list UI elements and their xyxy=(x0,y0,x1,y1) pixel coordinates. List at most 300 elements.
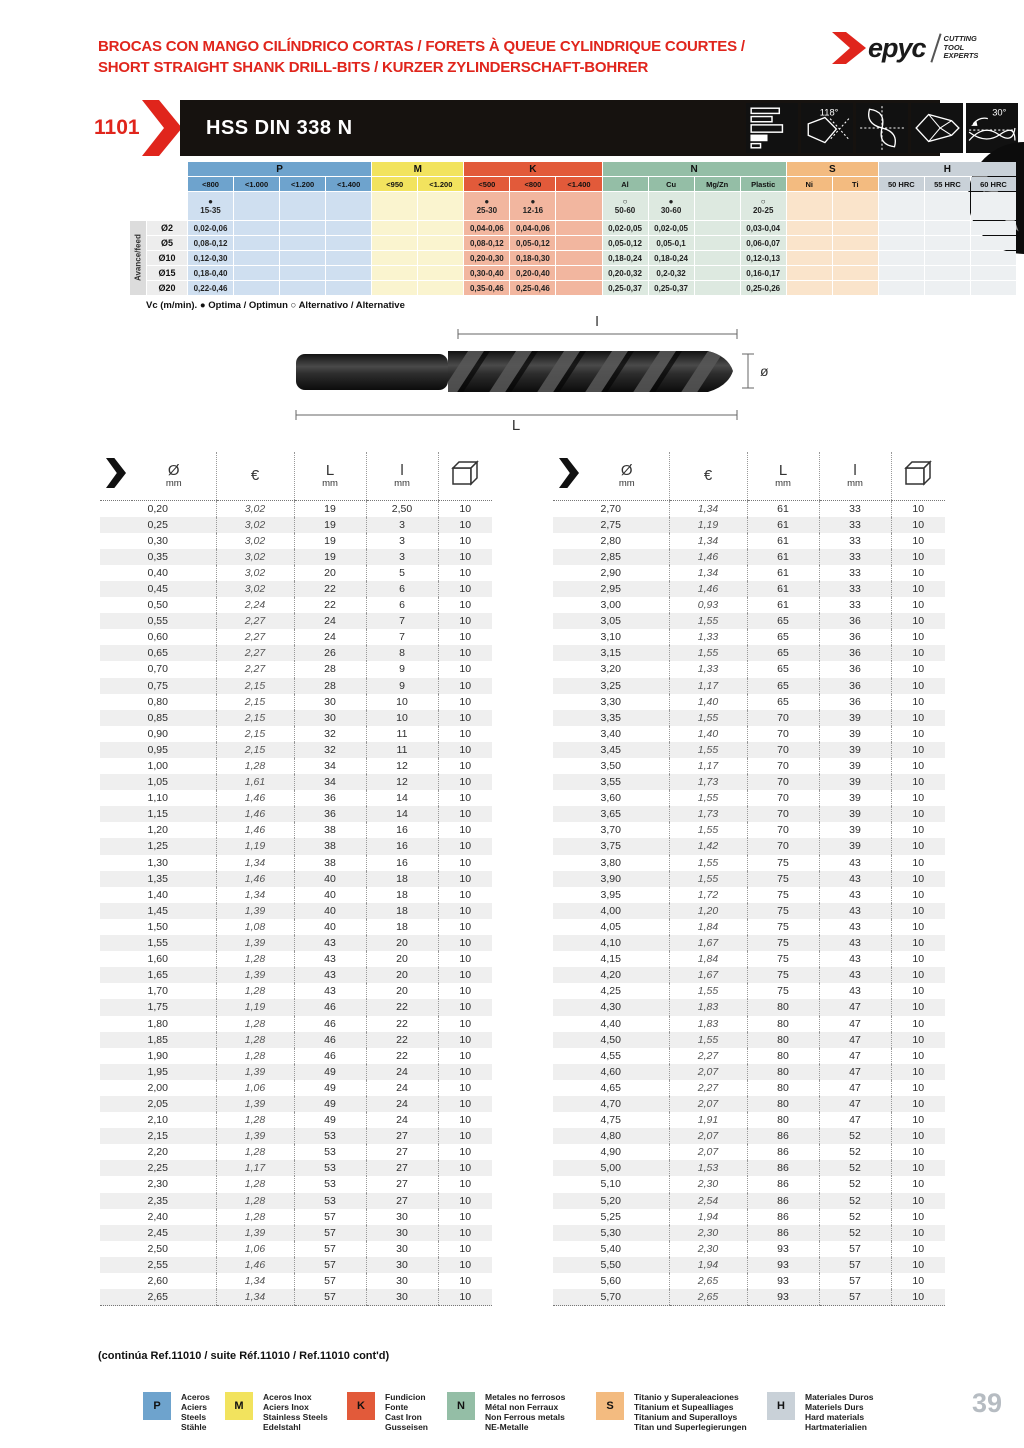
col-pack-qty: 10 xyxy=(891,597,945,613)
price-row xyxy=(100,1112,492,1128)
col-price: 1,39 xyxy=(216,1225,294,1241)
col-diameter: 1,25 xyxy=(147,840,168,853)
price-row xyxy=(553,951,945,967)
col-pack-qty: 10 xyxy=(438,533,492,549)
col-price: 1,55 xyxy=(669,855,747,871)
legend-letter-box: H xyxy=(767,1392,795,1420)
feed-value-cell: 0,25-0,26 xyxy=(741,281,786,295)
col-pack-qty: 10 xyxy=(438,629,492,645)
col-total-length: 75 xyxy=(747,871,819,887)
price-row xyxy=(553,629,945,645)
col-total-length: 61 xyxy=(747,517,819,533)
col-pack-qty: 10 xyxy=(891,1193,945,1209)
col-price: 1,33 xyxy=(669,661,747,677)
feed-value-cell xyxy=(695,236,740,250)
price-row xyxy=(553,1289,945,1306)
cutting-speed-cell xyxy=(879,192,924,220)
col-diameter: 1,55 xyxy=(147,937,168,950)
price-row xyxy=(100,790,492,806)
price-row xyxy=(100,742,492,758)
feed-value-cell xyxy=(326,266,371,280)
col-total-length: 61 xyxy=(747,565,819,581)
cutting-speed-cell xyxy=(741,192,786,220)
price-row xyxy=(100,645,492,661)
feed-value-cell: 0,05-0,1 xyxy=(649,236,694,250)
legend-line: Fundicion xyxy=(385,1392,426,1402)
col-flute-length: 39 xyxy=(819,758,891,774)
col-diameter: 0,85 xyxy=(147,711,168,724)
col-price: 2,15 xyxy=(216,726,294,742)
col-total-length: 75 xyxy=(747,903,819,919)
col-flute-length: 36 xyxy=(819,661,891,677)
col-pack-qty: 10 xyxy=(438,500,492,517)
col-flute-length: 30 xyxy=(366,1241,438,1257)
col-flute-length: 52 xyxy=(819,1209,891,1225)
col-pack-qty: 10 xyxy=(891,517,945,533)
col-diameter: 0,60 xyxy=(147,631,168,644)
feed-value-cell xyxy=(556,251,601,265)
legend-line: Non Ferrous metals xyxy=(485,1412,565,1422)
optimal-dot-icon: ● xyxy=(668,197,674,206)
legend-item-K xyxy=(347,1392,428,1432)
legend-line: NE-Metalle xyxy=(485,1422,529,1432)
cutting-speed-cell xyxy=(510,192,555,220)
col-pack-qty: 10 xyxy=(438,694,492,710)
feed-row-label: Ø15 xyxy=(147,266,187,280)
col-total-length: 46 xyxy=(294,1048,366,1064)
col-pack-qty: 10 xyxy=(891,742,945,758)
material-col-header: Al xyxy=(603,177,648,191)
col-diameter: 0,50 xyxy=(147,599,168,612)
col-price: 1,46 xyxy=(216,822,294,838)
col-price: 1,34 xyxy=(669,533,747,549)
col-total-length: 61 xyxy=(747,581,819,597)
col-diameter: 3,05 xyxy=(600,615,621,628)
feed-value-cell xyxy=(556,266,601,280)
col-flute-length: 14 xyxy=(366,806,438,822)
col-diameter: 0,80 xyxy=(147,695,168,708)
price-row xyxy=(100,1193,492,1209)
col-total-length: 53 xyxy=(294,1176,366,1192)
col-diameter: 5,40 xyxy=(600,1242,621,1255)
col-price: 1,17 xyxy=(669,758,747,774)
col-price: 1,55 xyxy=(669,822,747,838)
col-diameter: 4,30 xyxy=(600,1001,621,1014)
col-pack-qty: 10 xyxy=(891,500,945,517)
col-diameter: 2,45 xyxy=(147,1226,168,1239)
col-flute-length: 52 xyxy=(819,1225,891,1241)
feed-value-cell xyxy=(695,266,740,280)
cutting-speed-cell xyxy=(603,192,648,220)
col-total-length: 22 xyxy=(294,597,366,613)
col-price: 1,46 xyxy=(669,581,747,597)
col-price: 1,83 xyxy=(669,999,747,1015)
col-diameter: 0,45 xyxy=(147,582,168,595)
col-price: 1,73 xyxy=(669,774,747,790)
col-pack-qty: 10 xyxy=(438,774,492,790)
feed-value-cell: 0,04-0,06 xyxy=(510,221,555,235)
feed-value-cell xyxy=(833,266,878,280)
col-pack-qty: 10 xyxy=(438,549,492,565)
feed-value-cell xyxy=(418,251,463,265)
col-total-length: 75 xyxy=(747,967,819,983)
col-total-length: 30 xyxy=(294,710,366,726)
col-total-length: 24 xyxy=(294,613,366,629)
legend-line: Aciers Inox xyxy=(263,1402,309,1412)
col-pack-qty: 10 xyxy=(438,1225,492,1241)
col-price: 1,28 xyxy=(216,758,294,774)
feed-value-cell: 0,18-0,30 xyxy=(510,251,555,265)
feed-value-cell xyxy=(326,221,371,235)
col-price: 2,27 xyxy=(216,661,294,677)
col-flute-length: 11 xyxy=(366,742,438,758)
price-row xyxy=(100,1144,492,1160)
col-diameter: 1,60 xyxy=(147,953,168,966)
cross-section-icon xyxy=(856,103,908,153)
product-ref: 1101 xyxy=(94,116,140,139)
price-row xyxy=(100,726,492,742)
material-col-header: <1.200 xyxy=(418,177,463,191)
col-pack-qty: 10 xyxy=(438,838,492,854)
col-price: 2,15 xyxy=(216,742,294,758)
col-diameter: 1,15 xyxy=(147,808,168,821)
col-flute-length: 52 xyxy=(819,1128,891,1144)
col-pack-qty: 10 xyxy=(438,678,492,694)
col-flute-length: 57 xyxy=(819,1257,891,1273)
col-diameter: 0,55 xyxy=(147,615,168,628)
feed-value-cell: 0,22-0,46 xyxy=(188,281,233,295)
col-pack-qty: 10 xyxy=(891,919,945,935)
col-price: 1,28 xyxy=(216,983,294,999)
product-name: HSS DIN 338 N xyxy=(206,116,353,139)
col-flute-length: 20 xyxy=(366,967,438,983)
price-row xyxy=(100,1273,492,1289)
col-price: 3,02 xyxy=(216,500,294,517)
col-pack-qty: 10 xyxy=(891,1016,945,1032)
price-row xyxy=(100,1225,492,1241)
feed-value-cell: 0,02-0,05 xyxy=(603,221,648,235)
price-row xyxy=(100,1257,492,1273)
col-flute-length: 57 xyxy=(819,1273,891,1289)
col-diameter: 2,85 xyxy=(600,550,621,563)
material-col-header: Plastic xyxy=(741,177,786,191)
col-total-length: 86 xyxy=(747,1225,819,1241)
col-flute-length: 18 xyxy=(366,903,438,919)
materials-feed-table xyxy=(130,162,1016,295)
col-price: 2,24 xyxy=(216,597,294,613)
legend-line: Hartmaterialien xyxy=(805,1422,867,1432)
col-pack-qty: 10 xyxy=(891,999,945,1015)
material-col-header: <1.400 xyxy=(326,177,371,191)
col-total-length: 93 xyxy=(747,1257,819,1273)
col-total-length: 80 xyxy=(747,999,819,1015)
feed-value-cell xyxy=(971,236,1016,250)
col-pack-qty: 10 xyxy=(438,1096,492,1112)
col-price: 1,46 xyxy=(216,1257,294,1273)
col-flute-length: 43 xyxy=(819,887,891,903)
price-row xyxy=(553,790,945,806)
price-table-header xyxy=(553,452,945,500)
col-price: 1,34 xyxy=(669,565,747,581)
col-total-length: 75 xyxy=(747,855,819,871)
col-diameter: 2,20 xyxy=(147,1146,168,1159)
material-group-header-P: P xyxy=(188,162,371,176)
feed-value-cell: 0,20-0,32 xyxy=(603,266,648,280)
price-row xyxy=(100,710,492,726)
col-price: 1,39 xyxy=(216,1096,294,1112)
col-price: 1,94 xyxy=(669,1209,747,1225)
col-flute-length: 33 xyxy=(819,500,891,517)
col-total-length: 61 xyxy=(747,533,819,549)
col-flute-length: 33 xyxy=(819,597,891,613)
col-total-length: 40 xyxy=(294,887,366,903)
svg-text:118°: 118° xyxy=(819,107,839,118)
col-pack-qty: 10 xyxy=(891,726,945,742)
legend-line: Titanium and Superalloys xyxy=(634,1412,738,1422)
legend-line: Materiales Duros xyxy=(805,1392,874,1402)
col-pack-qty: 10 xyxy=(891,790,945,806)
material-col-header: Ni xyxy=(787,177,832,191)
col-price: 1,55 xyxy=(669,1032,747,1048)
col-diameter: 0,20 xyxy=(147,502,168,515)
feed-value-cell xyxy=(879,251,924,265)
col-total-length: 70 xyxy=(747,742,819,758)
price-row xyxy=(100,581,492,597)
feed-value-cell xyxy=(787,251,832,265)
price-row xyxy=(553,1048,945,1064)
col-flute-length: 18 xyxy=(366,919,438,935)
col-diameter: 0,25 xyxy=(147,518,168,531)
col-pack-qty: 10 xyxy=(891,1064,945,1080)
col-pack-qty: 10 xyxy=(891,855,945,871)
product-band xyxy=(0,100,1024,156)
col-flute-length: 30 xyxy=(366,1289,438,1306)
col-flute-length: 47 xyxy=(819,1112,891,1128)
legend-line: Aceros Inox xyxy=(263,1392,312,1402)
col-diameter: 4,65 xyxy=(600,1081,621,1094)
price-row xyxy=(553,935,945,951)
col-pack-qty: 10 xyxy=(891,1241,945,1257)
col-total-length: 40 xyxy=(294,903,366,919)
feed-value-cell xyxy=(280,251,325,265)
col-flute-length: 43 xyxy=(819,919,891,935)
feed-value-cell xyxy=(234,236,279,250)
col-diameter: 1,05 xyxy=(147,776,168,789)
price-row xyxy=(100,678,492,694)
feed-value-cell: 0,25-0,37 xyxy=(649,281,694,295)
col-flute-length: 47 xyxy=(819,1048,891,1064)
col-total-length: 93 xyxy=(747,1273,819,1289)
brand-tagline: CUTTING TOOL EXPERTS xyxy=(943,34,979,61)
col-flute-length: 7 xyxy=(366,613,438,629)
col-flute-length: 27 xyxy=(366,1193,438,1209)
col-total-length: 70 xyxy=(747,774,819,790)
diameter-dimension xyxy=(742,354,754,388)
col-diameter: 3,65 xyxy=(600,808,621,821)
col-pack-qty: 10 xyxy=(891,1032,945,1048)
feed-value-cell xyxy=(879,221,924,235)
col-flute-length: 16 xyxy=(366,855,438,871)
col-flute-length: 12 xyxy=(366,758,438,774)
col-price: 1,40 xyxy=(669,694,747,710)
material-col-header: 50 HRC xyxy=(879,177,924,191)
dim-flute-label: l xyxy=(595,316,599,330)
col-pack-qty: 10 xyxy=(891,661,945,677)
col-diameter: 4,25 xyxy=(600,985,621,998)
col-diameter: 0,30 xyxy=(147,534,168,547)
page-title xyxy=(98,36,818,78)
material-group-header-N: N xyxy=(603,162,786,176)
price-row xyxy=(100,549,492,565)
col-flute-length: 30 xyxy=(366,1209,438,1225)
feed-value-cell xyxy=(234,266,279,280)
col-total-length: 75 xyxy=(747,983,819,999)
col-diameter: 1,30 xyxy=(147,856,168,869)
cutting-speed-cell xyxy=(464,192,509,220)
col-price: 1,28 xyxy=(216,951,294,967)
col-pack-qty: 10 xyxy=(891,710,945,726)
col-price: 1,84 xyxy=(669,951,747,967)
col-pack-qty: 10 xyxy=(891,1048,945,1064)
col-flute-length: 39 xyxy=(819,790,891,806)
col-diameter: 2,95 xyxy=(600,582,621,595)
col-price: 1,67 xyxy=(669,935,747,951)
price-row xyxy=(100,806,492,822)
col-diameter: 5,70 xyxy=(553,1289,669,1306)
col-price: 1,34 xyxy=(216,1289,294,1306)
legend-line: Titan und Superlegierungen xyxy=(634,1422,747,1432)
col-price: 1,20 xyxy=(669,903,747,919)
material-col-header: Mg/Zn xyxy=(695,177,740,191)
col-flute-length: 2,50 xyxy=(366,500,438,517)
material-col-header: <950 xyxy=(372,177,417,191)
dim-diameter-label: ø xyxy=(760,363,769,379)
price-row xyxy=(100,1048,492,1064)
col-diameter: 4,80 xyxy=(600,1130,621,1143)
cutting-speed-cell xyxy=(326,192,371,220)
col-flute-length: 20 xyxy=(366,983,438,999)
col-flute-length: 22 xyxy=(366,999,438,1015)
col-flute-length: 27 xyxy=(366,1176,438,1192)
brand-h-icon xyxy=(832,32,866,64)
legend-material-names xyxy=(263,1392,328,1432)
col-diameter: 3,30 xyxy=(600,695,621,708)
col-diameter: 1,90 xyxy=(147,1049,168,1062)
col-price: 1,17 xyxy=(216,1160,294,1176)
col-pack-qty: 10 xyxy=(438,1209,492,1225)
col-total-length: 80 xyxy=(747,1032,819,1048)
price-row xyxy=(553,597,945,613)
vc-footnote: Vc (m/min). ● Optima / Optimun ○ Alternativo / Alternative xyxy=(146,300,405,311)
col-flute-length: 10 xyxy=(366,694,438,710)
price-row xyxy=(553,1064,945,1080)
col-pack-qty: 10 xyxy=(438,790,492,806)
material-col-header: <1.000 xyxy=(234,177,279,191)
legend-letter-box: P xyxy=(143,1392,171,1420)
col-price: 3,02 xyxy=(216,565,294,581)
col-flute-length: 57 xyxy=(819,1241,891,1257)
col-pack-qty: 10 xyxy=(438,517,492,533)
col-total-length: 61 xyxy=(747,500,819,517)
col-flute-length: 10 xyxy=(366,710,438,726)
legend-item-N xyxy=(447,1392,565,1432)
col-pack-qty: 10 xyxy=(438,951,492,967)
col-price: 1,34 xyxy=(216,855,294,871)
col-total-length: 70 xyxy=(747,710,819,726)
col-diameter: 5,00 xyxy=(600,1162,621,1175)
price-row xyxy=(100,838,492,854)
col-total-length: 38 xyxy=(294,855,366,871)
col-diameter: 2,35 xyxy=(147,1194,168,1207)
feed-value-cell: 0,03-0,04 xyxy=(741,221,786,235)
col-total-length: 34 xyxy=(294,758,366,774)
price-row xyxy=(553,1032,945,1048)
material-group-header-K: K xyxy=(464,162,601,176)
col-pack-qty: 10 xyxy=(438,1160,492,1176)
material-col-header: 55 HRC xyxy=(925,177,970,191)
col-total-length: 57 xyxy=(294,1257,366,1273)
price-row xyxy=(100,983,492,999)
price-row xyxy=(100,1128,492,1144)
col-diameter: 4,10 xyxy=(600,937,621,950)
feed-row-label: Ø10 xyxy=(147,251,187,265)
legend-letter-box: K xyxy=(347,1392,375,1420)
col-total-length: 70 xyxy=(747,790,819,806)
price-row xyxy=(553,903,945,919)
feed-value-cell xyxy=(372,251,417,265)
col-diameter: 5,60 xyxy=(600,1275,621,1287)
col-diameter: 4,60 xyxy=(600,1065,621,1078)
brand-wordmark xyxy=(832,32,926,64)
col-diameter: 4,55 xyxy=(600,1049,621,1062)
svg-text:30°: 30° xyxy=(992,107,1007,118)
feed-value-cell: 0,20-0,40 xyxy=(510,266,555,280)
price-row xyxy=(553,678,945,694)
col-total-length: 49 xyxy=(294,1064,366,1080)
col-diameter: 0,40 xyxy=(147,566,168,579)
col-diameter: 3,75 xyxy=(600,840,621,853)
col-total-length: 53 xyxy=(294,1128,366,1144)
feed-value-cell xyxy=(556,281,601,295)
col-total-length: 57 xyxy=(294,1289,366,1306)
legend-item-P xyxy=(143,1392,210,1432)
feed-value-cell xyxy=(695,221,740,235)
col-price: 3,02 xyxy=(216,517,294,533)
col-diameter: 1,50 xyxy=(147,920,168,933)
col-pack-qty: 10 xyxy=(891,1225,945,1241)
col-total-length: 53 xyxy=(294,1144,366,1160)
col-price: 1,46 xyxy=(669,549,747,565)
col-price: 1,67 xyxy=(669,967,747,983)
legend-line: Fonte xyxy=(385,1402,409,1412)
col-diameter: 1,20 xyxy=(147,824,168,837)
price-row xyxy=(100,1016,492,1032)
col-price: 1,39 xyxy=(216,967,294,983)
col-pack-qty: 10 xyxy=(438,645,492,661)
feed-value-cell xyxy=(787,236,832,250)
feed-value-cell: 0,30-0,40 xyxy=(464,266,509,280)
price-row xyxy=(553,871,945,887)
col-price: 2,65 xyxy=(669,1289,747,1306)
feed-value-cell xyxy=(787,266,832,280)
col-diameter: 1,70 xyxy=(147,985,168,998)
col-pack-qty: 10 xyxy=(891,822,945,838)
alternative-circle-icon: ○ xyxy=(622,197,628,206)
col-flute-length: 3 xyxy=(366,517,438,533)
col-total-length: 65 xyxy=(747,678,819,694)
col-pack-qty: 10 xyxy=(891,1257,945,1273)
cutting-speed-cell xyxy=(925,192,970,220)
